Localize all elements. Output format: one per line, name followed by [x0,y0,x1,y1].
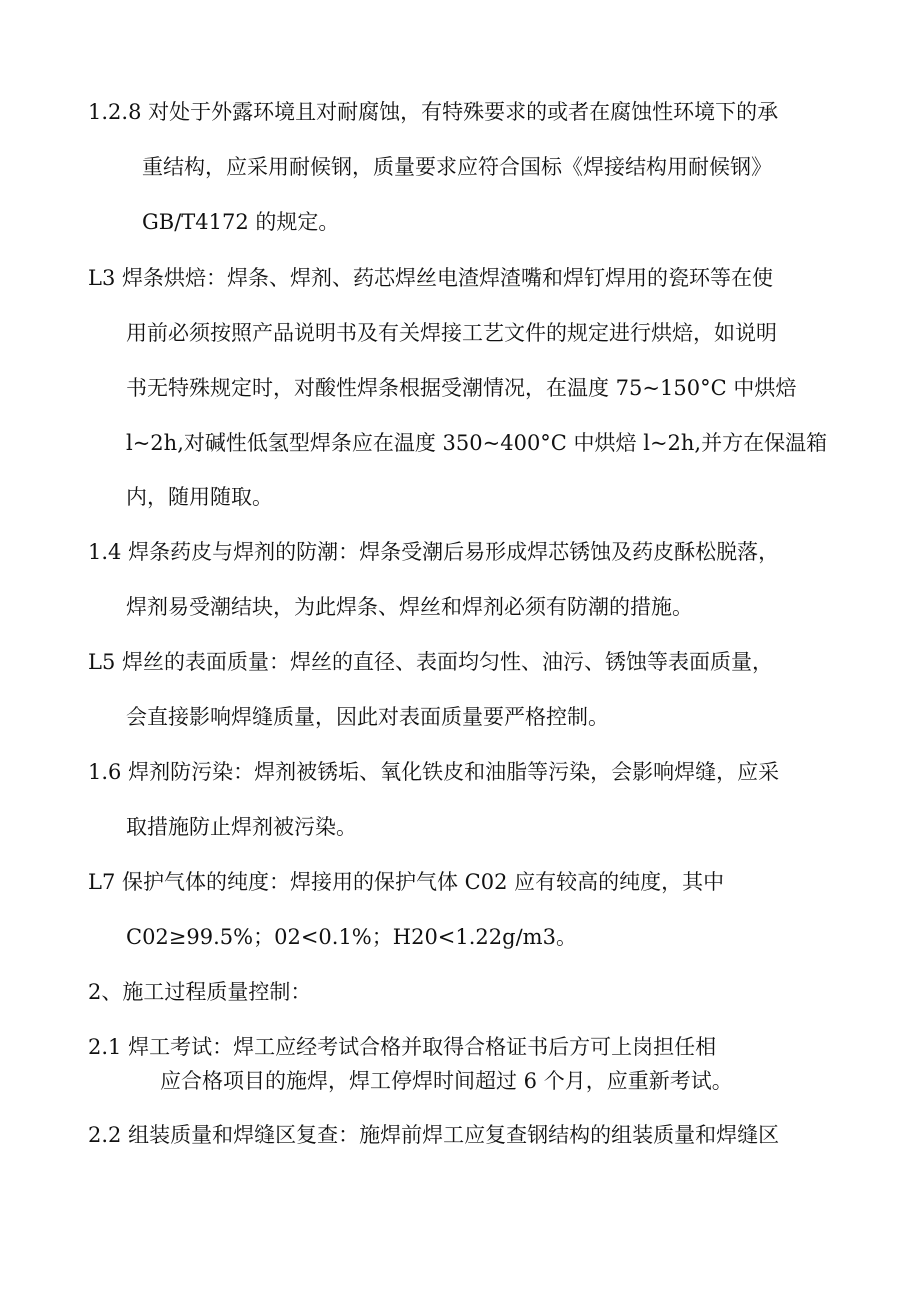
paragraph-4-line-2: 会直接影响焊缝质量，因此对表面质量要严格控制。 [126,705,609,729]
paragraph-2-line-4: l~2h,对碱性低氢型焊条应在温度 350~400°C 中烘焙 l~2h,并方在保温箱 [126,431,828,455]
paragraph-4-line-1: L5 焊丝的表面质量：焊丝的直径、表面均匀性、油污、锈蚀等表面质量， [88,650,773,674]
paragraph-6-line-2: C02≥99.5%；02<0.1%；H20<1.22g∕m3。 [126,925,577,949]
paragraph-3-line-1: 1.4 焊条药皮与焊剂的防潮：焊条受潮后易形成焊芯锈蚀及药皮酥松脱落， [88,540,780,564]
paragraph-5-line-1: 1.6 焊剂防污染：焊剂被锈垢、氧化铁皮和油脂等污染，会影响焊缝，应采 [88,760,780,784]
paragraph-1-line-2: 重结构，应采用耐候钢，质量要求应符合国标《焊接结构用耐候钢》 [142,155,772,179]
paragraph-9-line-1: 2.2 组装质量和焊缝区复查：施焊前焊工应复查钢结构的组装质量和焊缝区 [88,1123,780,1147]
paragraph-5-line-2: 取措施防止焊剂被污染。 [126,815,357,839]
paragraph-2-line-1: L3 焊条烘焙：焊条、焊剂、药芯焊丝电渣焊渣嘴和焊钉焊用的瓷环等在使 [88,266,773,290]
paragraph-8-line-1: 2.1 焊工考试：焊工应经考试合格并取得合格证书后方可上岗担任相 [88,1035,717,1059]
paragraph-3-line-2: 焊剂易受潮结块，为此焊条、焊丝和焊剂必须有防潮的措施。 [126,595,693,619]
paragraph-1-line-1: 1.2.8 对处于外露环境且对耐腐蚀，有特殊要求的或者在腐蚀性环境下的承 [88,100,779,124]
paragraph-8-line-2: 应合格项目的施焊，焊工停焊时间超过 6 个月，应重新考试。 [160,1069,733,1093]
paragraph-2-line-5: 内，随用随取。 [126,485,273,509]
paragraph-2-line-2: 用前必须按照产品说明书及有关焊接工艺文件的规定进行烘焙，如说明 [126,321,777,345]
paragraph-2-line-3: 书无特殊规定时，对酸性焊条根据受潮情况，在温度 75~150°C 中烘焙 [126,376,797,400]
paragraph-1-line-3: GB/T4172 的规定。 [142,210,340,234]
section-heading: 2、施工过程质量控制： [88,980,312,1004]
paragraph-6-line-1: L7 保护气体的纯度：焊接用的保护气体 C02 应有较高的纯度，其中 [88,870,725,894]
